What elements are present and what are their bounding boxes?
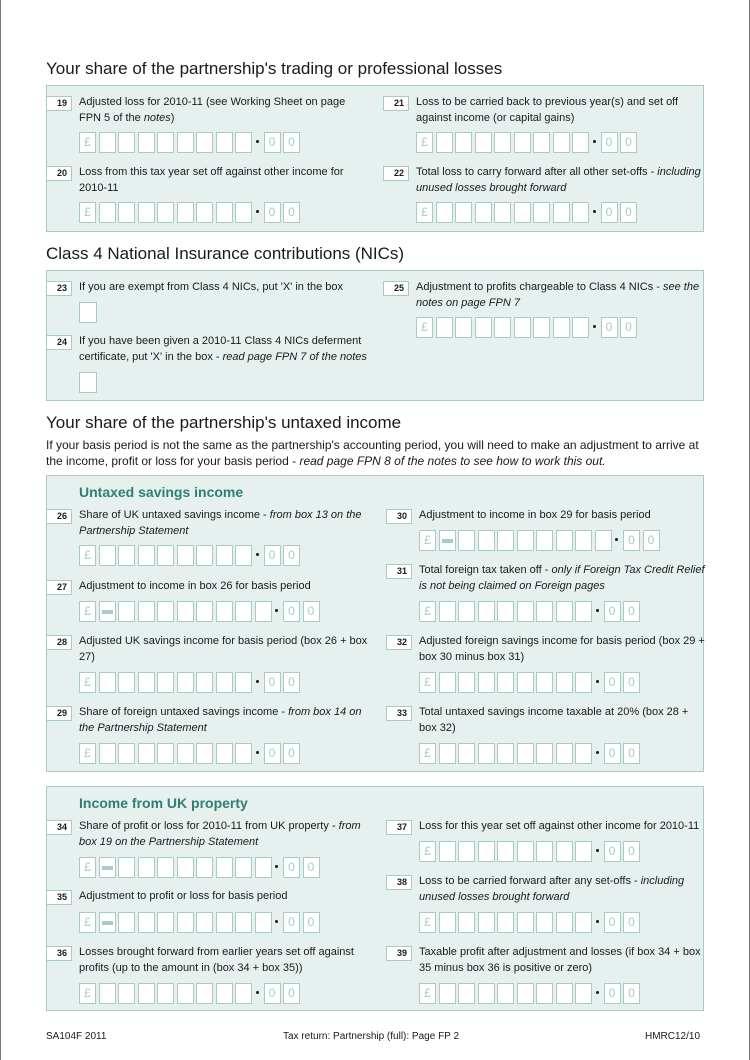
digit-box[interactable]	[118, 912, 135, 933]
box-label-33: Total untaxed savings income taxable at 20% (box 28 + box 32)	[419, 706, 689, 734]
digit-box[interactable]	[436, 202, 453, 223]
pence-box: 0	[283, 202, 300, 223]
pound-sign-box[interactable]: £	[419, 743, 436, 764]
pence-box: 0	[303, 857, 320, 878]
digit-box[interactable]	[497, 530, 514, 551]
digit-box[interactable]	[157, 545, 174, 566]
box-number-31: 31	[386, 564, 412, 579]
pence-box: 0	[604, 743, 621, 764]
digit-box[interactable]	[118, 202, 135, 223]
pence-box: 0	[283, 912, 300, 933]
minus-sign-box[interactable]	[99, 601, 116, 622]
pence-box: 0	[623, 912, 640, 933]
pence-box: 0	[620, 132, 637, 153]
pence-box: 0	[283, 983, 300, 1004]
box-label-27: Adjustment to income in box 26 for basis period	[79, 580, 311, 592]
decimal-point	[593, 210, 596, 213]
digit-box[interactable]	[475, 202, 492, 223]
digit-box[interactable]	[118, 672, 135, 693]
box-label-36: Losses brought forward from earlier years set off against profits (up to the amount in (box 34 + box 35))	[79, 946, 354, 974]
digit-box[interactable]	[533, 317, 550, 338]
digit-box[interactable]	[138, 983, 155, 1004]
subheading-savings: Untaxed savings income	[79, 484, 244, 500]
pence-box: 0	[623, 983, 640, 1004]
digit-box[interactable]	[196, 983, 213, 1004]
digit-box[interactable]	[494, 317, 511, 338]
digit-box[interactable]	[478, 601, 495, 622]
pound-sign-box[interactable]: £	[79, 983, 96, 1004]
intro-text: If your basis period is not the same as the partnership's accounting period, you will need to make an adjustment to arrive at the income, profit or loss for your basis period - read page FPN 8 of the notes to see how to work this out.	[46, 438, 699, 468]
decimal-point	[256, 140, 259, 143]
box-label-26: Share of UK untaxed savings income - from box 13 on the Partnership Statement	[79, 509, 362, 537]
box-number-28: 28	[46, 635, 72, 650]
digit-box[interactable]	[138, 743, 155, 764]
minus-sign-box[interactable]	[439, 530, 456, 551]
digit-box[interactable]	[255, 857, 272, 878]
box-number-21: 21	[383, 96, 409, 111]
decimal-point	[275, 865, 278, 868]
digit-box[interactable]	[196, 912, 213, 933]
box-number-25: 25	[383, 281, 409, 296]
digit-box[interactable]	[216, 857, 233, 878]
digit-box[interactable]	[536, 912, 553, 933]
digit-box[interactable]	[497, 672, 514, 693]
pence-box: 0	[623, 841, 640, 862]
box-number-30: 30	[386, 509, 412, 524]
x-checkbox-24[interactable]	[79, 372, 97, 393]
box-number-38: 38	[386, 875, 412, 890]
digit-box[interactable]	[157, 672, 174, 693]
digit-box[interactable]	[99, 983, 116, 1004]
digit-box[interactable]	[517, 743, 534, 764]
digit-box[interactable]	[196, 601, 213, 622]
digit-box[interactable]	[138, 202, 155, 223]
pence-box: 0	[303, 601, 320, 622]
pence-box: 0	[623, 530, 640, 551]
pence-box: 0	[264, 132, 281, 153]
digit-box[interactable]	[439, 601, 456, 622]
digit-box[interactable]	[439, 672, 456, 693]
decimal-point	[275, 920, 278, 923]
box-number-35: 35	[46, 890, 72, 905]
minus-sign-box[interactable]	[99, 912, 116, 933]
pence-box: 0	[623, 672, 640, 693]
digit-box[interactable]	[497, 601, 514, 622]
box-label-24: If you have been given a 2010-11 Class 4 NICs deferment certificate, put 'X' in the box - read page FPN 7 of the notes	[79, 335, 367, 363]
digit-box[interactable]	[455, 202, 472, 223]
digit-box[interactable]	[196, 132, 213, 153]
box-label-34: Share of profit or loss for 2010-11 from UK property - from box 19 on the Partnership Statement	[79, 820, 361, 848]
digit-box[interactable]	[436, 132, 453, 153]
decimal-point	[593, 325, 596, 328]
digit-box[interactable]	[556, 841, 573, 862]
box-number-37: 37	[386, 820, 412, 835]
box-label-22: Total loss to carry forward after all other set-offs - including unused losses brought forward	[416, 166, 701, 194]
digit-box[interactable]	[556, 672, 573, 693]
pence-box: 0	[264, 743, 281, 764]
digit-box[interactable]	[458, 841, 475, 862]
digit-box[interactable]	[118, 857, 135, 878]
digit-box[interactable]	[517, 912, 534, 933]
digit-box[interactable]	[216, 912, 233, 933]
digit-box[interactable]	[99, 545, 116, 566]
digit-box[interactable]	[439, 912, 456, 933]
decimal-point	[256, 751, 259, 754]
digit-box[interactable]	[514, 202, 531, 223]
box-number-36: 36	[46, 946, 72, 961]
digit-box[interactable]	[177, 601, 194, 622]
digit-box[interactable]	[494, 202, 511, 223]
pence-box: 0	[604, 841, 621, 862]
pound-sign-box[interactable]: £	[419, 983, 436, 1004]
digit-box[interactable]	[138, 545, 155, 566]
pence-box: 0	[283, 857, 300, 878]
digit-box[interactable]	[99, 743, 116, 764]
pound-sign-box[interactable]: £	[79, 912, 96, 933]
decimal-point	[275, 609, 278, 612]
digit-box[interactable]	[99, 132, 116, 153]
digit-box[interactable]	[216, 743, 233, 764]
pound-sign-box[interactable]: £	[419, 601, 436, 622]
digit-box[interactable]	[177, 743, 194, 764]
pence-box: 0	[623, 743, 640, 764]
digit-box[interactable]	[118, 132, 135, 153]
digit-box[interactable]	[138, 857, 155, 878]
box-label-32: Adjusted foreign savings income for basis period (box 29 + box 30 minus box 31)	[419, 635, 705, 663]
digit-box[interactable]	[556, 912, 573, 933]
pence-box: 0	[601, 317, 618, 338]
digit-box[interactable]	[497, 983, 514, 1004]
digit-box[interactable]	[517, 841, 534, 862]
decimal-point	[596, 680, 599, 683]
box-number-27: 27	[46, 580, 72, 595]
box-label-37: Loss for this year set off against other income for 2010-11	[419, 820, 700, 832]
digit-box[interactable]	[235, 912, 252, 933]
digit-box[interactable]	[497, 743, 514, 764]
digit-box[interactable]	[157, 202, 174, 223]
digit-box[interactable]	[157, 132, 174, 153]
digit-box[interactable]	[575, 672, 592, 693]
box-number-23: 23	[46, 281, 72, 296]
digit-box[interactable]	[99, 672, 116, 693]
x-checkbox-23[interactable]	[79, 302, 97, 323]
decimal-point	[256, 553, 259, 556]
digit-box[interactable]	[556, 530, 573, 551]
digit-box[interactable]	[536, 601, 553, 622]
pence-box: 0	[283, 672, 300, 693]
box-label-35: Adjustment to profit or loss for basis period	[79, 890, 288, 902]
digit-box[interactable]	[216, 672, 233, 693]
digit-box[interactable]	[157, 912, 174, 933]
digit-box[interactable]	[235, 601, 252, 622]
digit-box[interactable]	[439, 983, 456, 1004]
digit-box[interactable]	[517, 672, 534, 693]
digit-box[interactable]	[235, 743, 252, 764]
pound-sign-box[interactable]: £	[79, 601, 96, 622]
digit-box[interactable]	[157, 857, 174, 878]
digit-box[interactable]	[595, 530, 612, 551]
digit-box[interactable]	[575, 912, 592, 933]
minus-sign-box[interactable]	[99, 857, 116, 878]
digit-box[interactable]	[177, 857, 194, 878]
digit-box[interactable]	[497, 912, 514, 933]
digit-box[interactable]	[553, 202, 570, 223]
digit-box[interactable]	[157, 601, 174, 622]
decimal-point	[596, 991, 599, 994]
box-label-28: Adjusted UK savings income for basis period (box 26 + box 27)	[79, 635, 368, 663]
box-number-26: 26	[46, 509, 72, 524]
digit-box[interactable]	[138, 132, 155, 153]
digit-box[interactable]	[138, 912, 155, 933]
pound-sign-box[interactable]: £	[419, 912, 436, 933]
box-label-29: Share of foreign untaxed savings income - from box 14 on the Partnership Statement	[79, 706, 362, 734]
pence-box: 0	[303, 912, 320, 933]
heading-untaxed: Your share of the partnership's untaxed income	[46, 413, 402, 432]
digit-box[interactable]	[458, 601, 475, 622]
box-number-19: 19	[46, 96, 72, 111]
digit-box[interactable]	[118, 983, 135, 1004]
pound-sign-box[interactable]: £	[419, 530, 436, 551]
digit-box[interactable]	[575, 841, 592, 862]
digit-box[interactable]	[458, 743, 475, 764]
digit-box[interactable]	[177, 912, 194, 933]
digit-box[interactable]	[458, 983, 475, 1004]
digit-box[interactable]	[475, 317, 492, 338]
subheading-property: Income from UK property	[79, 795, 248, 811]
digit-box[interactable]	[177, 672, 194, 693]
digit-box[interactable]	[138, 601, 155, 622]
digit-box[interactable]	[575, 983, 592, 1004]
digit-box[interactable]	[177, 202, 194, 223]
digit-box[interactable]	[575, 743, 592, 764]
digit-box[interactable]	[458, 672, 475, 693]
box-label-31: Total foreign tax taken off - only if Foreign Tax Credit Relief is not being claimed on Foreign pages	[419, 564, 705, 592]
heading-nics: Class 4 National Insurance contributions (NICs)	[46, 244, 405, 263]
pound-sign-box[interactable]: £	[419, 841, 436, 862]
decimal-point	[256, 991, 259, 994]
box-number-24: 24	[46, 335, 72, 350]
pence-box: 0	[264, 672, 281, 693]
digit-box[interactable]	[439, 841, 456, 862]
digit-box[interactable]	[177, 983, 194, 1004]
pence-box: 0	[620, 317, 637, 338]
pence-box: 0	[604, 983, 621, 1004]
pound-sign-box[interactable]: £	[416, 202, 433, 223]
pound-sign-box[interactable]: £	[79, 857, 96, 878]
digit-box[interactable]	[196, 743, 213, 764]
digit-box[interactable]	[255, 912, 272, 933]
digit-box[interactable]	[536, 530, 553, 551]
box-number-20: 20	[46, 166, 72, 181]
digit-box[interactable]	[458, 912, 475, 933]
pence-box: 0	[601, 202, 618, 223]
digit-box[interactable]	[475, 132, 492, 153]
digit-box[interactable]	[478, 530, 495, 551]
digit-box[interactable]	[157, 743, 174, 764]
pence-box: 0	[623, 601, 640, 622]
digit-box[interactable]	[556, 743, 573, 764]
pound-sign-box[interactable]: £	[79, 545, 96, 566]
digit-box[interactable]	[536, 672, 553, 693]
digit-box[interactable]	[478, 672, 495, 693]
digit-box[interactable]	[553, 132, 570, 153]
digit-box[interactable]	[235, 202, 252, 223]
digit-box[interactable]	[514, 317, 531, 338]
digit-box[interactable]	[216, 983, 233, 1004]
decimal-point	[615, 538, 618, 541]
digit-box[interactable]	[497, 841, 514, 862]
decimal-point	[256, 680, 259, 683]
pence-box: 0	[264, 202, 281, 223]
digit-box[interactable]	[99, 202, 116, 223]
box-number-39: 39	[386, 946, 412, 961]
pence-box: 0	[264, 545, 281, 566]
digit-box[interactable]	[216, 132, 233, 153]
digit-box[interactable]	[572, 132, 589, 153]
digit-box[interactable]	[196, 545, 213, 566]
digit-box[interactable]	[196, 202, 213, 223]
digit-box[interactable]	[572, 202, 589, 223]
pence-box: 0	[283, 601, 300, 622]
pound-sign-box[interactable]: £	[419, 672, 436, 693]
footer-page-title: Tax return: Partnership (full): Page FP 2	[283, 1031, 460, 1042]
digit-box[interactable]	[255, 601, 272, 622]
digit-box[interactable]	[575, 601, 592, 622]
decimal-point	[596, 609, 599, 612]
digit-box[interactable]	[556, 601, 573, 622]
digit-box[interactable]	[439, 743, 456, 764]
digit-box[interactable]	[536, 743, 553, 764]
digit-box[interactable]	[235, 857, 252, 878]
pence-box: 0	[601, 132, 618, 153]
box-number-29: 29	[46, 706, 72, 721]
digit-box[interactable]	[517, 983, 534, 1004]
box-label-19: Adjusted loss for 2010-11 (see Working Sheet on page FPN 5 of the notes)	[79, 96, 346, 124]
pence-box: 0	[604, 601, 621, 622]
digit-box[interactable]	[177, 545, 194, 566]
digit-box[interactable]	[478, 983, 495, 1004]
pound-sign-box[interactable]: £	[79, 743, 96, 764]
decimal-point	[596, 849, 599, 852]
decimal-point	[593, 140, 596, 143]
pence-box: 0	[604, 672, 621, 693]
box-label-21: Loss to be carried back to previous year(s) and set off against income (or capital gains)	[416, 96, 679, 124]
decimal-point	[596, 751, 599, 754]
box-number-22: 22	[383, 166, 409, 181]
digit-box[interactable]	[436, 317, 453, 338]
digit-box[interactable]	[572, 317, 589, 338]
box-label-20: Loss from this tax year set off against other income for 2010-11	[79, 166, 344, 194]
pound-sign-box[interactable]: £	[79, 672, 96, 693]
digit-box[interactable]	[494, 132, 511, 153]
pence-box: 0	[264, 983, 281, 1004]
digit-box[interactable]	[455, 317, 472, 338]
pound-sign-box[interactable]: £	[79, 132, 96, 153]
box-label-39: Taxable profit after adjustment and losses (if box 34 + box 35 minus box 36 is positive or zero)	[419, 946, 701, 974]
footer-form-id: SA104F 2011	[46, 1031, 107, 1042]
box-label-23: If you are exempt from Class 4 NICs, put 'X' in the box	[79, 281, 344, 293]
digit-box[interactable]	[118, 743, 135, 764]
digit-box[interactable]	[235, 132, 252, 153]
digit-box[interactable]	[517, 530, 534, 551]
digit-box[interactable]	[478, 743, 495, 764]
box-number-33: 33	[386, 706, 412, 721]
pence-box: 0	[604, 912, 621, 933]
digit-box[interactable]	[177, 132, 194, 153]
digit-box[interactable]	[216, 601, 233, 622]
pence-box: 0	[283, 132, 300, 153]
box-number-34: 34	[46, 820, 72, 835]
digit-box[interactable]	[235, 672, 252, 693]
digit-box[interactable]	[216, 202, 233, 223]
digit-box[interactable]	[235, 983, 252, 1004]
box-label-25: Adjustment to profits chargeable to Class 4 NICs - see the notes on page FPN 7	[416, 281, 700, 309]
digit-box[interactable]	[196, 672, 213, 693]
digit-box[interactable]	[118, 545, 135, 566]
pence-box: 0	[283, 743, 300, 764]
footer-revision: HMRC12/10	[645, 1031, 701, 1042]
digit-box[interactable]	[556, 983, 573, 1004]
pound-sign-box[interactable]: £	[79, 202, 96, 223]
pound-sign-box[interactable]: £	[416, 317, 433, 338]
digit-box[interactable]	[478, 841, 495, 862]
decimal-point	[596, 920, 599, 923]
box-label-38: Loss to be carried forward after any set-offs - including unused losses brought forward	[419, 875, 685, 903]
digit-box[interactable]	[458, 530, 475, 551]
pence-box: 0	[283, 545, 300, 566]
digit-box[interactable]	[533, 202, 550, 223]
digit-box[interactable]	[553, 317, 570, 338]
digit-box[interactable]	[157, 983, 174, 1004]
digit-box[interactable]	[536, 841, 553, 862]
digit-box[interactable]	[478, 912, 495, 933]
digit-box[interactable]	[533, 132, 550, 153]
digit-box[interactable]	[235, 545, 252, 566]
pound-sign-box[interactable]: £	[416, 132, 433, 153]
digit-box[interactable]	[455, 132, 472, 153]
decimal-point	[256, 210, 259, 213]
digit-box[interactable]	[575, 530, 592, 551]
digit-box[interactable]	[196, 857, 213, 878]
digit-box[interactable]	[138, 672, 155, 693]
digit-box[interactable]	[517, 601, 534, 622]
digit-box[interactable]	[514, 132, 531, 153]
digit-box[interactable]	[536, 983, 553, 1004]
box-label-30: Adjustment to income in box 29 for basis period	[419, 509, 651, 521]
box-number-32: 32	[386, 635, 412, 650]
digit-box[interactable]	[118, 601, 135, 622]
pence-box: 0	[643, 530, 660, 551]
heading-losses: Your share of the partnership's trading or professional losses	[46, 59, 503, 78]
pence-box: 0	[620, 202, 637, 223]
digit-box[interactable]	[216, 545, 233, 566]
